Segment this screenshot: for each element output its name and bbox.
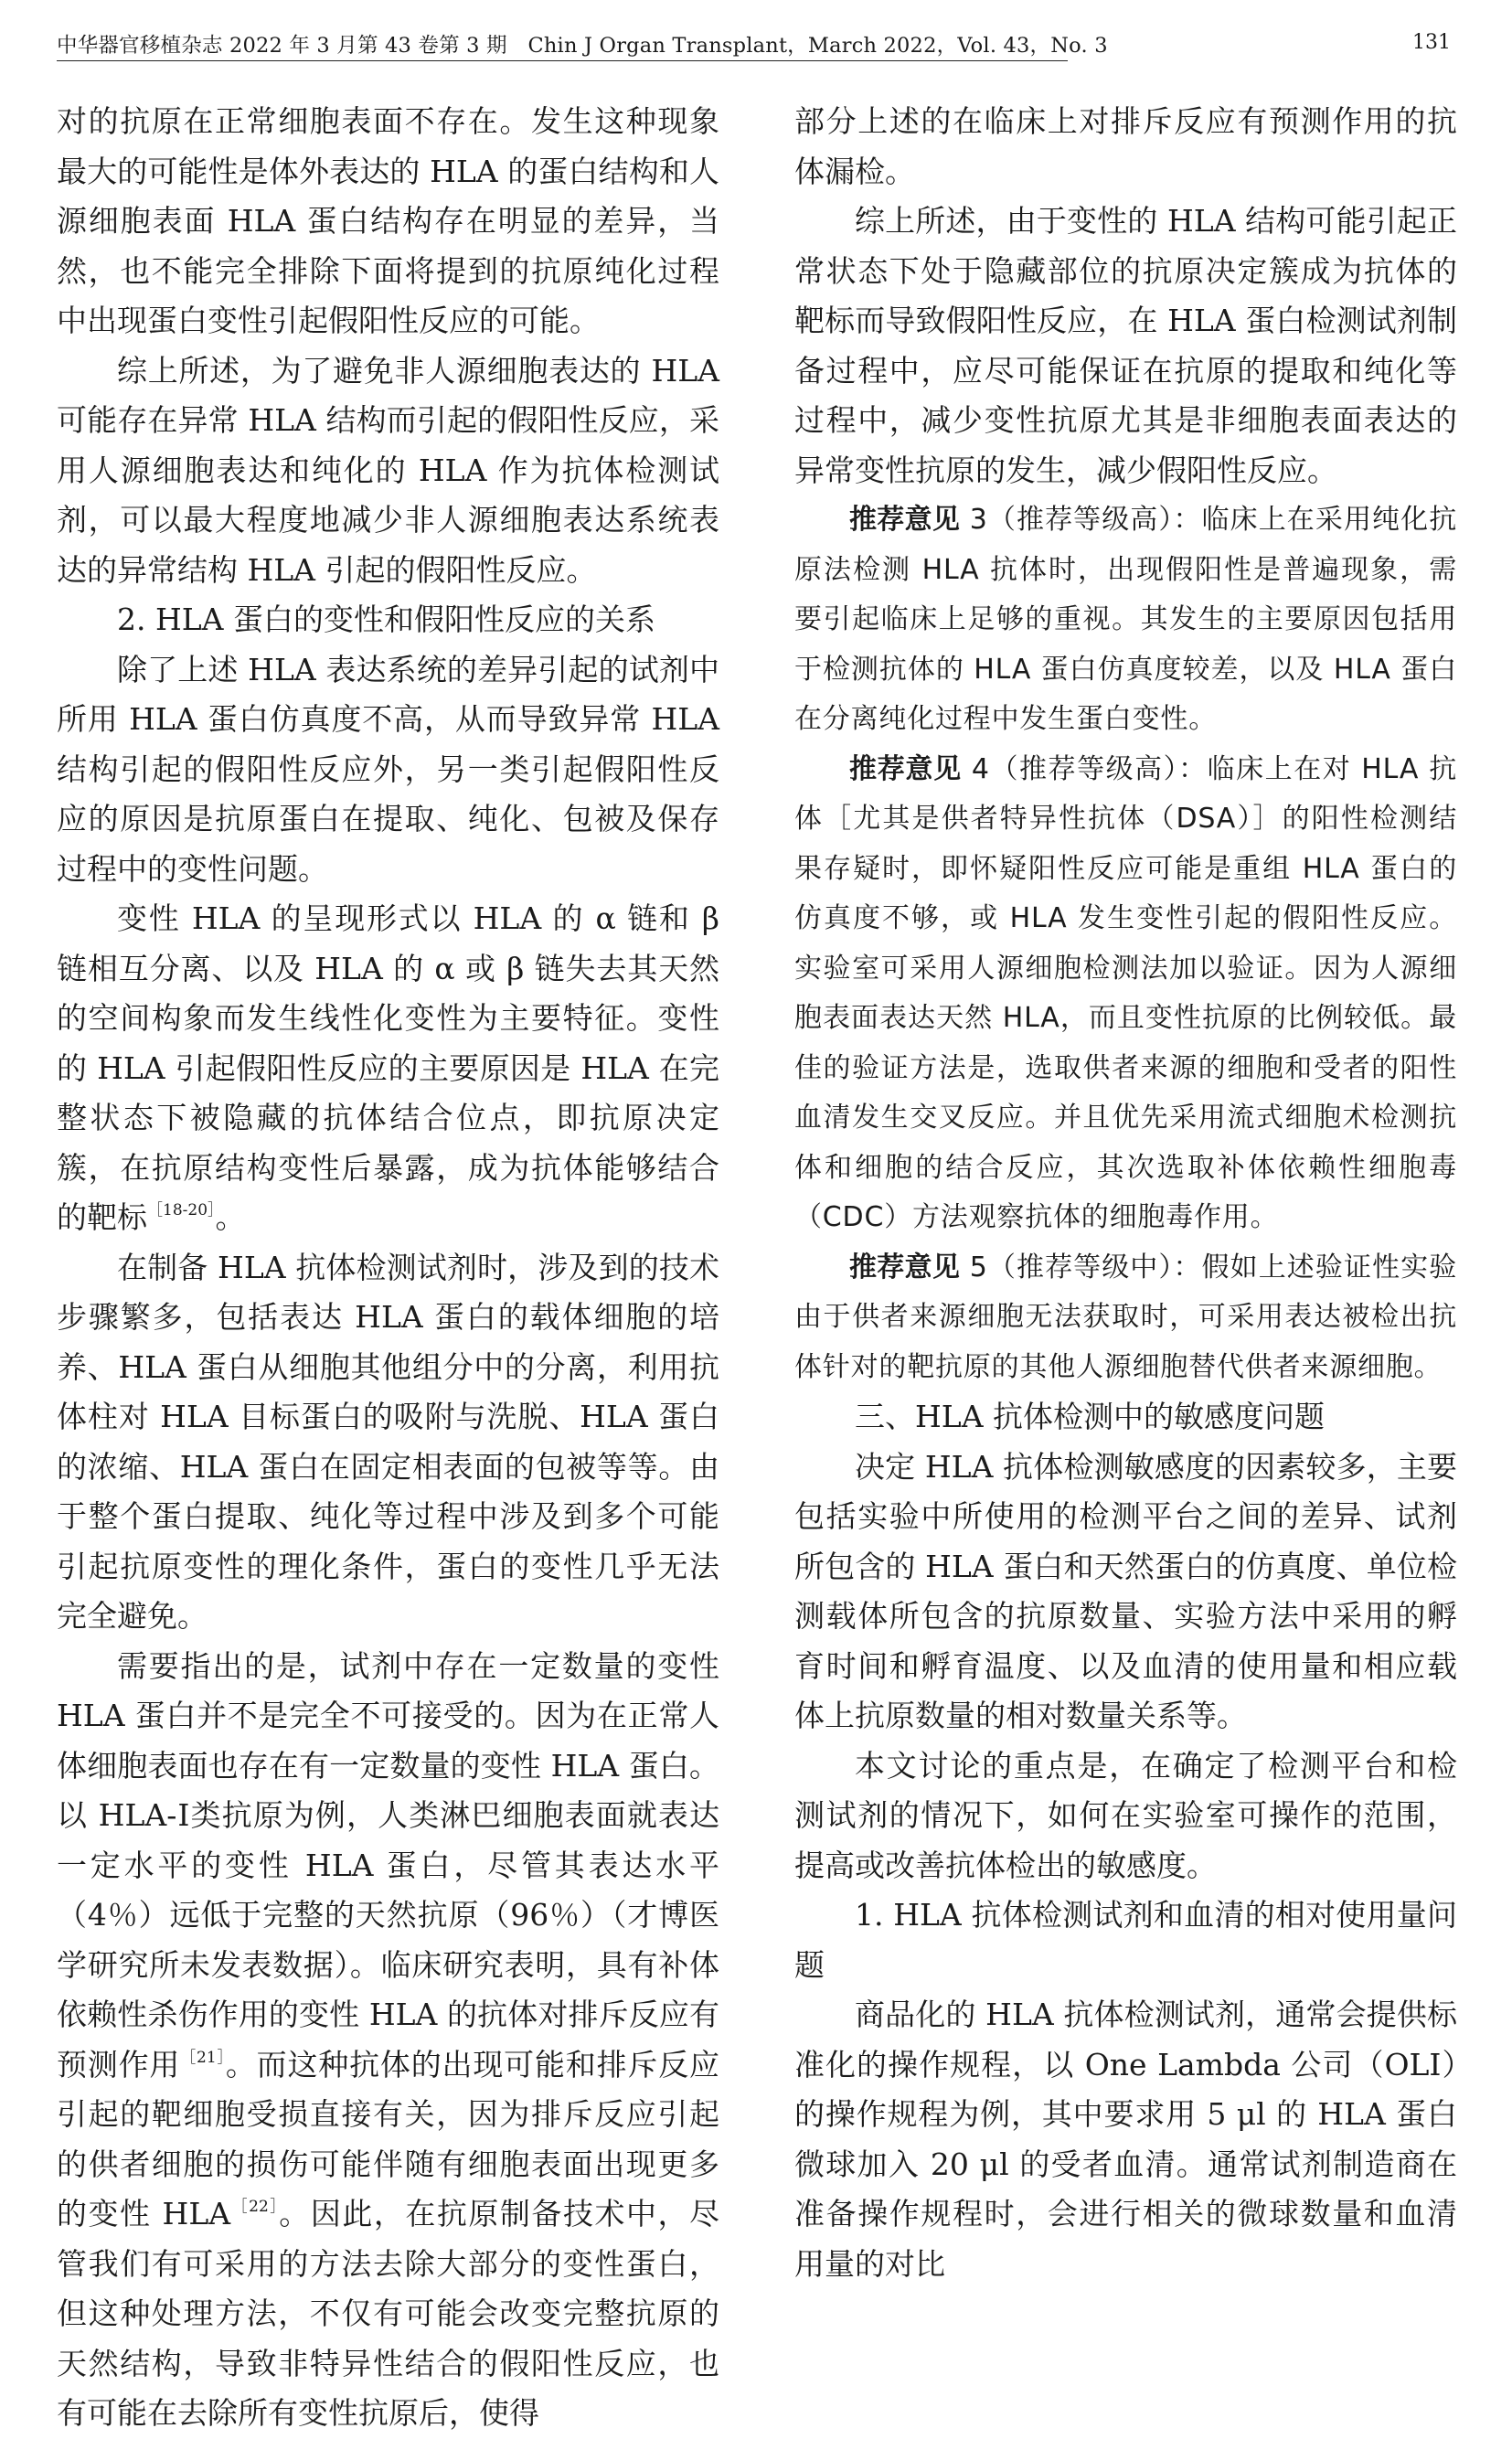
recommendation-4	[794, 745, 1457, 1243]
paragraph-text: 需要指出的是，试剂中存在一定数量的变性 HLA 蛋白并不是完全不可接受的。因为在正常人体细胞表面也存在有一定数量的变性 HLA 蛋白。以 HLA-Ⅰ类抗原为例，人类淋巴细胞表面就表达一定水平的变性 HLA 蛋白，尽管其表达水平（4％）远低于完整的天然抗原（96％）（才博医学研究所未发表数据）。临床研究表明，具有补体依赖性杀伤作用的变性 HLA 的抗体对排斥反应有预测作用	[57, 1647, 719, 2082]
paragraph: 综上所述，由于变性的 HLA 结构可能引起正常状态下处于隐藏部位的抗原决定簇成为抗体的靶标而导致假阳性反应，在 HLA 蛋白检测试剂制备过程中，应尽可能保证在抗原的提取和纯化等过程中，减少变性抗原尤其是非细胞表面表达的异常变性抗原的发生，减少假阳性反应。	[794, 203, 1457, 488]
recommendation-text: 5（推荐等级中）：假如上述验证性实验由于供者来源细胞无法获取时，可采用表达被检出抗体针对的靶抗原的其他人源细胞替代供者来源细胞。	[794, 1251, 1457, 1383]
paragraph: 综上所述，为了避免非人源细胞表达的 HLA 可能存在异常 HLA 结构而引起的假阳性反应，采用人源细胞表达和纯化的 HLA 作为抗体检测试剂，可以最大程度地减少非人源细胞表达系统表达的异常结构 HLA 引起的假阳性反应。	[57, 352, 719, 588]
paragraph: 在制备 HLA 抗体检测试剂时，涉及到的技术步骤繁多，包括表达 HLA 蛋白的载体细胞的培养、HLA 蛋白从细胞其他组分中的分离，利用抗体柱对 HLA 目标蛋白的吸附与洗脱、HLA 蛋白的浓缩、HLA 蛋白在固定相表面的包被等等。由于整个蛋白提取、纯化等过程中涉及到多个可能引起抗原变性的理化条件，蛋白的变性几乎无法完全避免。	[57, 1249, 719, 1634]
paragraph-text: 。	[215, 1199, 246, 1235]
paragraph: 部分上述的在临床上对排斥反应有预测作用的抗体漏检。	[794, 103, 1457, 189]
paragraph-text: 。因此，在抗原制备技术中，尽管我们有可采用的方法去除大部分的变性蛋白，但这种处理方法，不仅有可能会改变完整抗原的天然结构，导致非特异性结合的假阳性反应，也有可能在去除所有变性抗原后，使得	[57, 2196, 720, 2431]
paragraph: 决定 HLA 抗体检测敏感度的因素较多，主要包括实验中所使用的检测平台之间的差异、试剂所包含的 HLA 蛋白和天然蛋白的仿真度、单位检测载体所包含的抗原数量、实验方法中采用的孵育时间和孵育温度、以及血清的使用量和相应载体上抗原数量的相对数量关系等。	[794, 1448, 1457, 1733]
paragraph	[57, 894, 719, 1243]
section-heading: 2. HLA 蛋白的变性和假阳性反应的关系	[117, 602, 655, 637]
paragraph-text: 变性 HLA 的呈现形式以 HLA 的 α 链和 β 链相互分离、以及 HLA 的 α 或 β 链失去其天然的空间构象而发生线性化变性为主要特征。变性的 HLA 引起假阳性反应的主要原因是 HLA 在完整状态下被隐藏的抗体结合位点，即抗原决定簇，在抗原结构变性后暴露，成为抗体能够结合的靶标	[57, 900, 719, 1235]
section-heading: 三、HLA 抗体检测中的敏感度问题	[855, 1399, 1326, 1434]
recommendation-label: 推荐意见	[849, 1251, 961, 1283]
left-column	[57, 97, 719, 2439]
paragraph: 除了上述 HLA 表达系统的差异引起的试剂中所用 HLA 蛋白仿真度不高，从而导致异常 HLA 结构引起的假阳性反应外，另一类引起假阳性反应的原因是抗原蛋白在提取、纯化、包被及保存过程中的变性问题。	[57, 651, 719, 887]
header-divider	[57, 60, 1068, 61]
page-number: 131	[1412, 31, 1451, 54]
citation: ［18-20］	[147, 1201, 216, 1220]
paragraph: 商品化的 HLA 抗体检测试剂，通常会提供标准化的操作规程，以 One Lambda 公司（OLI）的操作规程为例，其中要求用 5 μl 的 HLA 蛋白微球加入 20 μl 的受者血清。通常试剂制造商在准备操作规程时，会进行相关的微球数量和血清用量的对比	[794, 1997, 1457, 2282]
paragraph: 对的抗原在正常细胞表面不存在。发生这种现象最大的可能性是体外表达的 HLA 的蛋白结构和人源细胞表面 HLA 蛋白结构存在明显的差异，当然，也不能完全排除下面将提到的抗原纯化过程中出现蛋白变性引起假阳性反应的可能。	[57, 103, 719, 338]
paragraph: 本文讨论的重点是，在确定了检测平台和检测试剂的情况下，如何在实验室可操作的范围，提高或改善抗体检出的敏感度。	[794, 1747, 1457, 1883]
right-column	[794, 97, 1457, 2289]
journal-running-title: 中华器官移植杂志 2022 年 3 月第 43 卷第 3 期 Chin J Organ Transplant，March 2022，Vol. 43，No. 3	[57, 34, 1108, 58]
recommendation-label: 推荐意见	[849, 504, 961, 536]
recommendation-text: 4（推荐等级高）：临床上在对 HLA 抗体［尤其是供者特异性抗体（DSA）］的阳性检测结果存疑时，即怀疑阳性反应可能是重组 HLA 蛋白的仿真度不够，或 HLA 发生变性引起的假阳性反应。实验室可采用人源细胞检测法加以验证。因为人源细胞表面表达天然 HLA，而且变性抗原的比例较低。最佳的验证方法是，选取供者来源的细胞和受者的阳性血清发生交叉反应。并且优先采用流式细胞术检测抗体和细胞的结合反应，其次选取补体依赖性细胞毒（CDC）方法观察抗体的细胞毒作用。	[794, 752, 1458, 1233]
citation: ［22］	[230, 2198, 280, 2216]
subsection-heading: 1. HLA 抗体检测试剂和血清的相对使用量问题	[794, 1897, 1457, 1983]
paragraph	[57, 1642, 719, 2439]
recommendation-5	[794, 1243, 1457, 1393]
citation: ［21］	[180, 2048, 226, 2067]
recommendation-text: 3（推荐等级高）：临床上在采用纯化抗原法检测 HLA 抗体时，出现假阳性是普遍现象，需要引起临床上足够的重视。其发生的主要原因包括用于检测抗体的 HLA 蛋白仿真度较差，以及 HLA 蛋白在分离纯化过程中发生蛋白变性。	[794, 504, 1457, 735]
running-header	[57, 27, 1451, 66]
paragraph-text: 。而这种抗体的出现可能和排斥反应引起的靶细胞受损直接有关，因为排斥反应引起的供者细胞的损伤可能伴随有细胞表面出现更多的变性 HLA	[57, 2046, 720, 2231]
recommendation-3	[794, 495, 1457, 745]
recommendation-label: 推荐意见	[849, 752, 962, 785]
